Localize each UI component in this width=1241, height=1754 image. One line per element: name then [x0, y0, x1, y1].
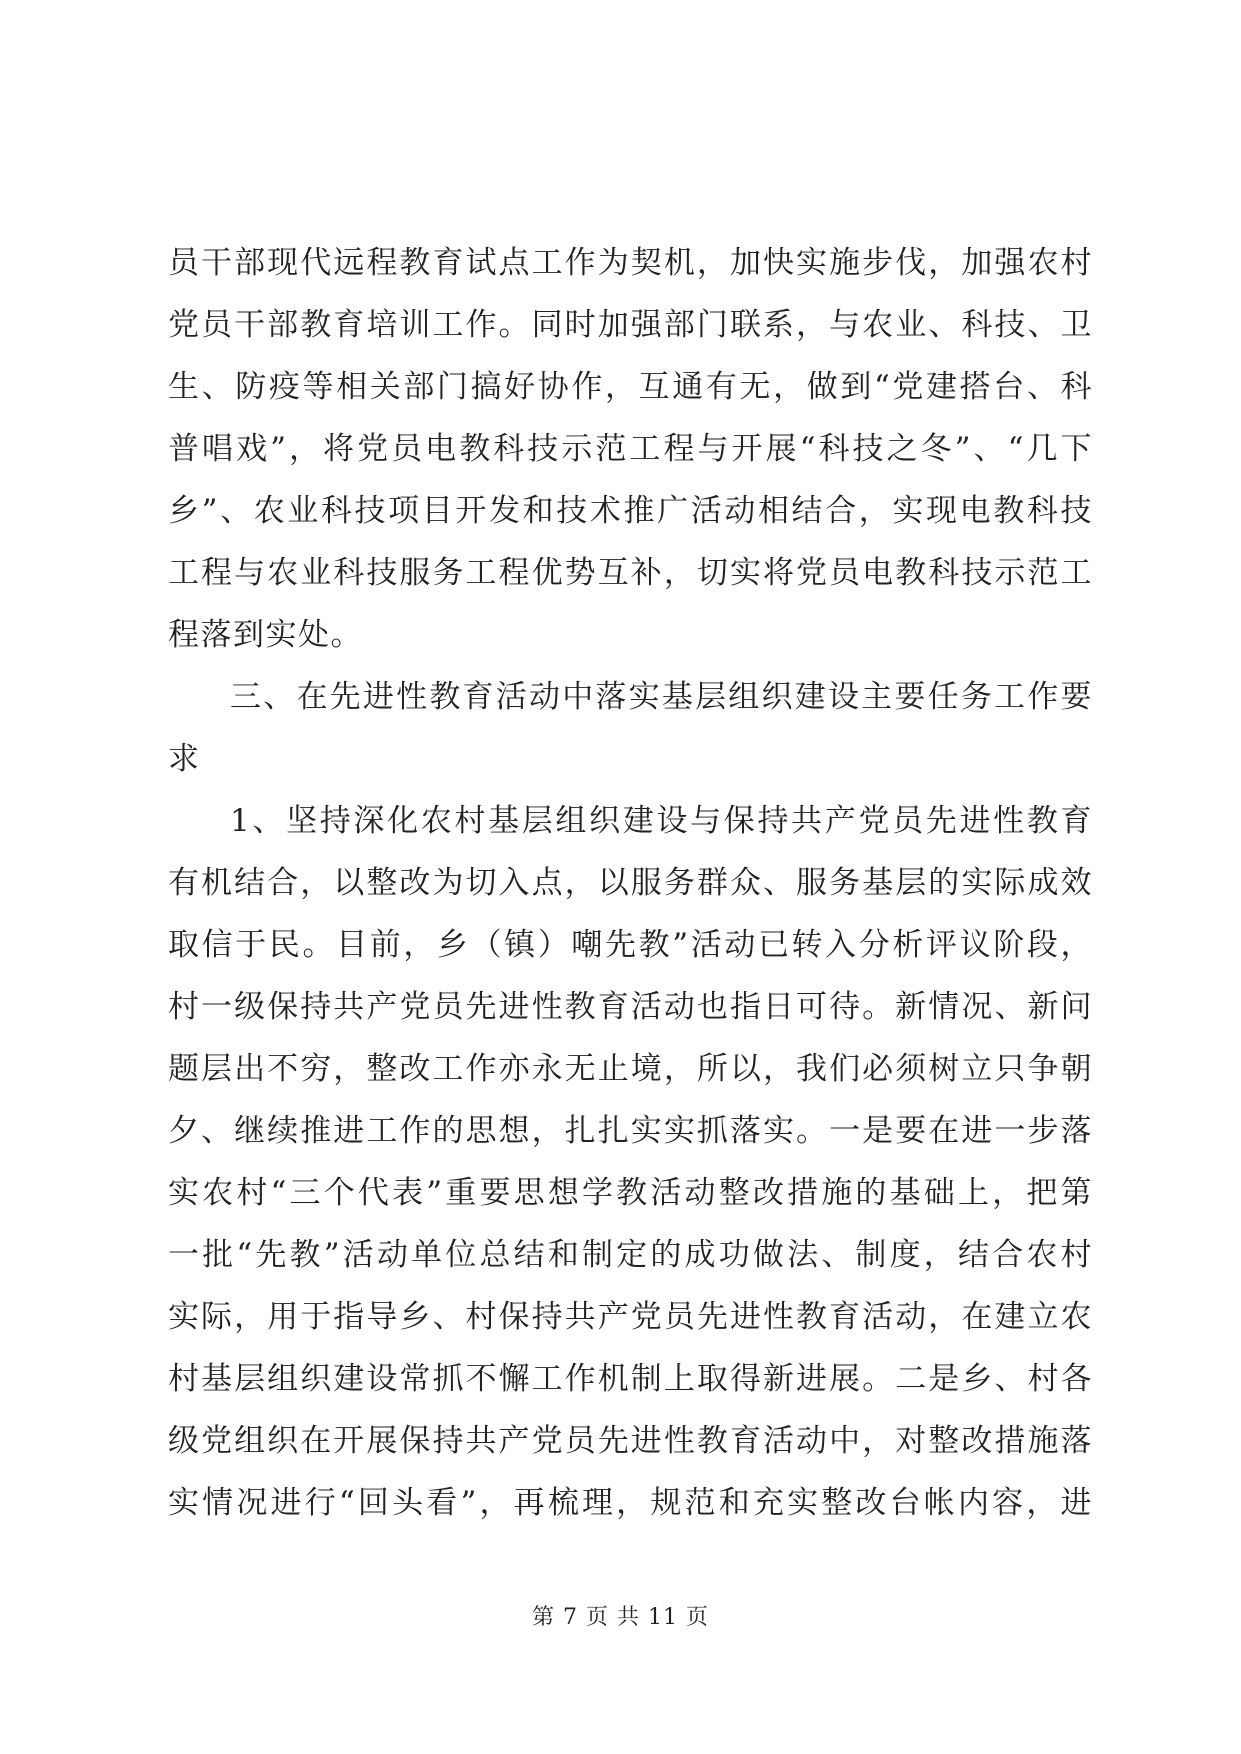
page-number-footer: 第 7 页 共 11 页 [532, 1605, 709, 1630]
text-line: 一批“先教”活动单位总结和制定的成功做法、制度，结合农村 [168, 1237, 1093, 1273]
text-line: 实农村“三个代表”重要思想学教活动整改措施的基础上，把第 [168, 1175, 1093, 1211]
text-line: 生、防疫等相关部门搞好协作，互通有无，做到“党建搭台、科 [168, 369, 1093, 405]
text-line: 党员干部教育培训工作。同时加强部门联系，与农业、科技、卫 [168, 307, 1093, 343]
text-line: 1、坚持深化农村基层组织建设与保持共产党员先进性教育 [230, 803, 1093, 839]
text-line: 级党组织在开展保持共产党员先进性教育活动中，对整改措施落 [168, 1423, 1093, 1459]
text-line: 普唱戏”，将党员电教科技示范工程与开展“科技之冬”、“几下 [168, 431, 1093, 467]
text-line: 有机结合，以整改为切入点，以服务群众、服务基层的实际成效 [168, 865, 1093, 901]
text-line: 取信于民。目前，乡（镇）嘲先教”活动已转入分析评议阶段， [168, 927, 1093, 963]
text-line: 夕、继续推进工作的思想，扎扎实实抓落实。一是要在进一步落 [168, 1113, 1093, 1149]
text-line: 实际，用于指导乡、村保持共产党员先进性教育活动，在建立农 [168, 1299, 1093, 1335]
section-heading-line: 求 [168, 741, 201, 777]
text-line: 题层出不穷，整改工作亦永无止境，所以，我们必须树立只争朝 [168, 1051, 1093, 1087]
text-line: 员干部现代远程教育试点工作为契机，加快实施步伐，加强农村 [168, 245, 1093, 281]
text-line: 乡”、农业科技项目开发和技术推广活动相结合，实现电教科技 [168, 493, 1093, 529]
text-line: 工程与农业科技服务工程优势互补，切实将党员电教科技示范工 [168, 555, 1093, 591]
section-heading-line: 三、在先进性教育活动中落实基层组织建设主要任务工作要 [230, 679, 1093, 715]
document-body [168, 232, 1093, 1534]
text-line: 村基层组织建设常抓不懈工作机制上取得新进展。二是乡、村各 [168, 1361, 1093, 1397]
text-line: 村一级保持共产党员先进性教育活动也指日可待。新情况、新问 [168, 989, 1093, 1025]
text-line: 实情况进行“回头看”，再梳理，规范和充实整改台帐内容，进 [168, 1485, 1093, 1521]
text-line: 程落到实处。 [168, 617, 363, 653]
